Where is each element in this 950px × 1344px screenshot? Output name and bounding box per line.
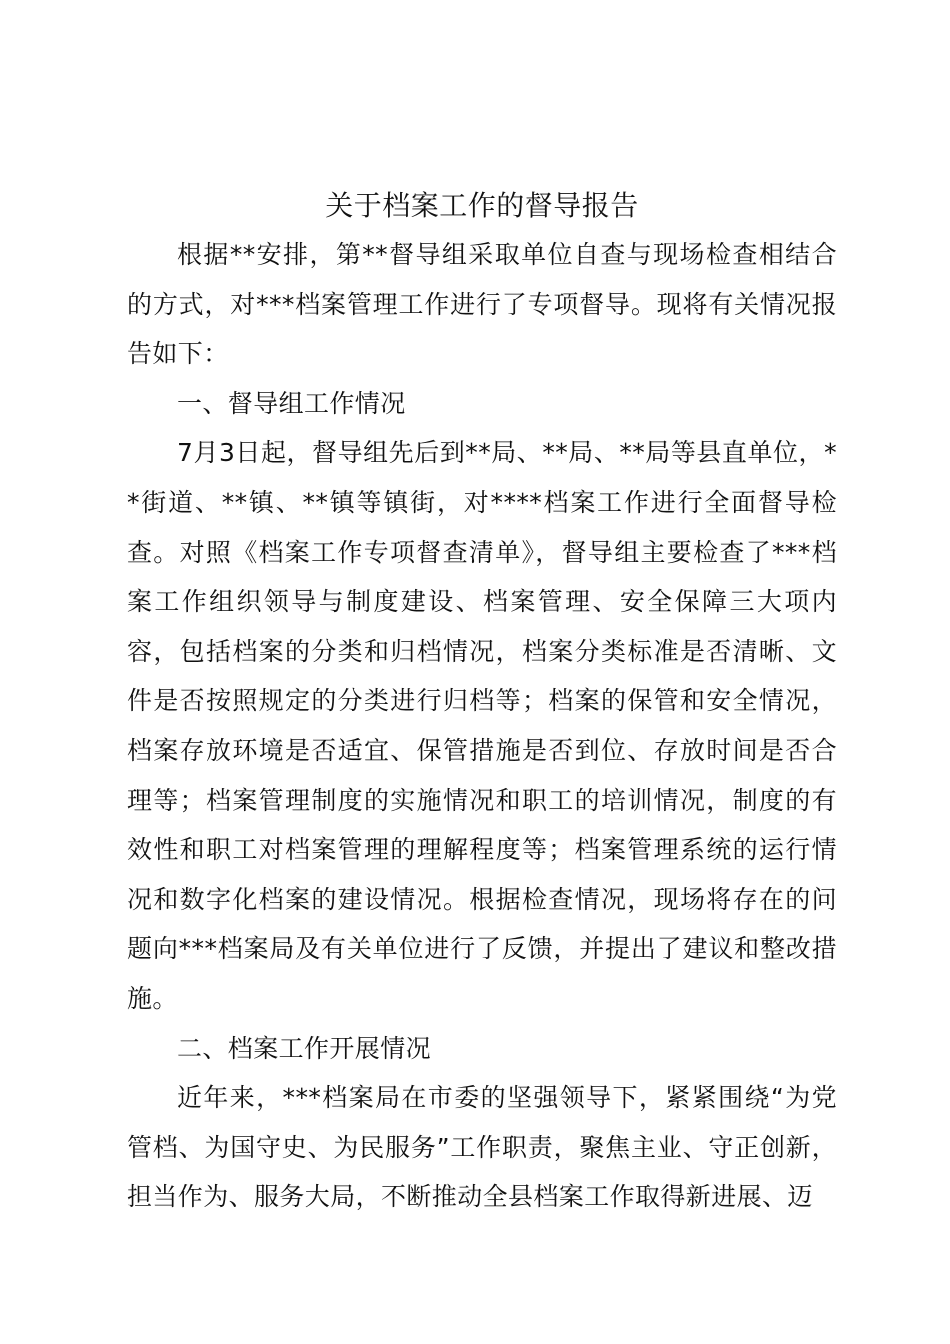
section-2-paragraph: 近年来，***档案局在市委的坚强领导下，紧紧围绕“为党管档、为国守史、为民服务”工作职责，聚焦主业、守正创新，担当作为、服务大局，不断推动全县档案工作取得新进展、迈 (127, 1083, 837, 1212)
section-heading-1: 一、督导组工作情况 (177, 388, 406, 418)
document-body (127, 182, 837, 1222)
section-heading-2: 二、档案工作开展情况 (177, 1033, 432, 1063)
section-1-paragraph: 7月3日起，督导组先后到**局、**局、**局等县直单位，**街道、**镇、**镇等镇街，对****档案工作进行全面督导检查。对照《档案工作专项督查清单》，督导组主要检查了***档案工作组织领导与制度建设、档案管理、安全保障三大项内容，包括档案的分类和归档情况，档案分类标准是否清晰、文件是否按照规定的分类进行归档等；档案的保管和安全情况，档案存放环境是否适宜、保管措施是否到位、存放时间是否合理等；档案管理制度的实施情况和职工的培训情况，制度的有效性和职工对档案管理的理解程度等；档案管理系统的运行情况和数字化档案的建设情况。根据检查情况，现场将存在的问题向***档案局及有关单位进行了反馈，并提出了建议和整改措施。 (127, 438, 837, 1013)
intro-paragraph: 根据**安排，第**督导组采取单位自查与现场检查相结合的方式，对***档案管理工作进行了专项督导。现将有关情况报告如下： (127, 240, 837, 369)
document-title: 关于档案工作的督导报告 (325, 189, 639, 222)
